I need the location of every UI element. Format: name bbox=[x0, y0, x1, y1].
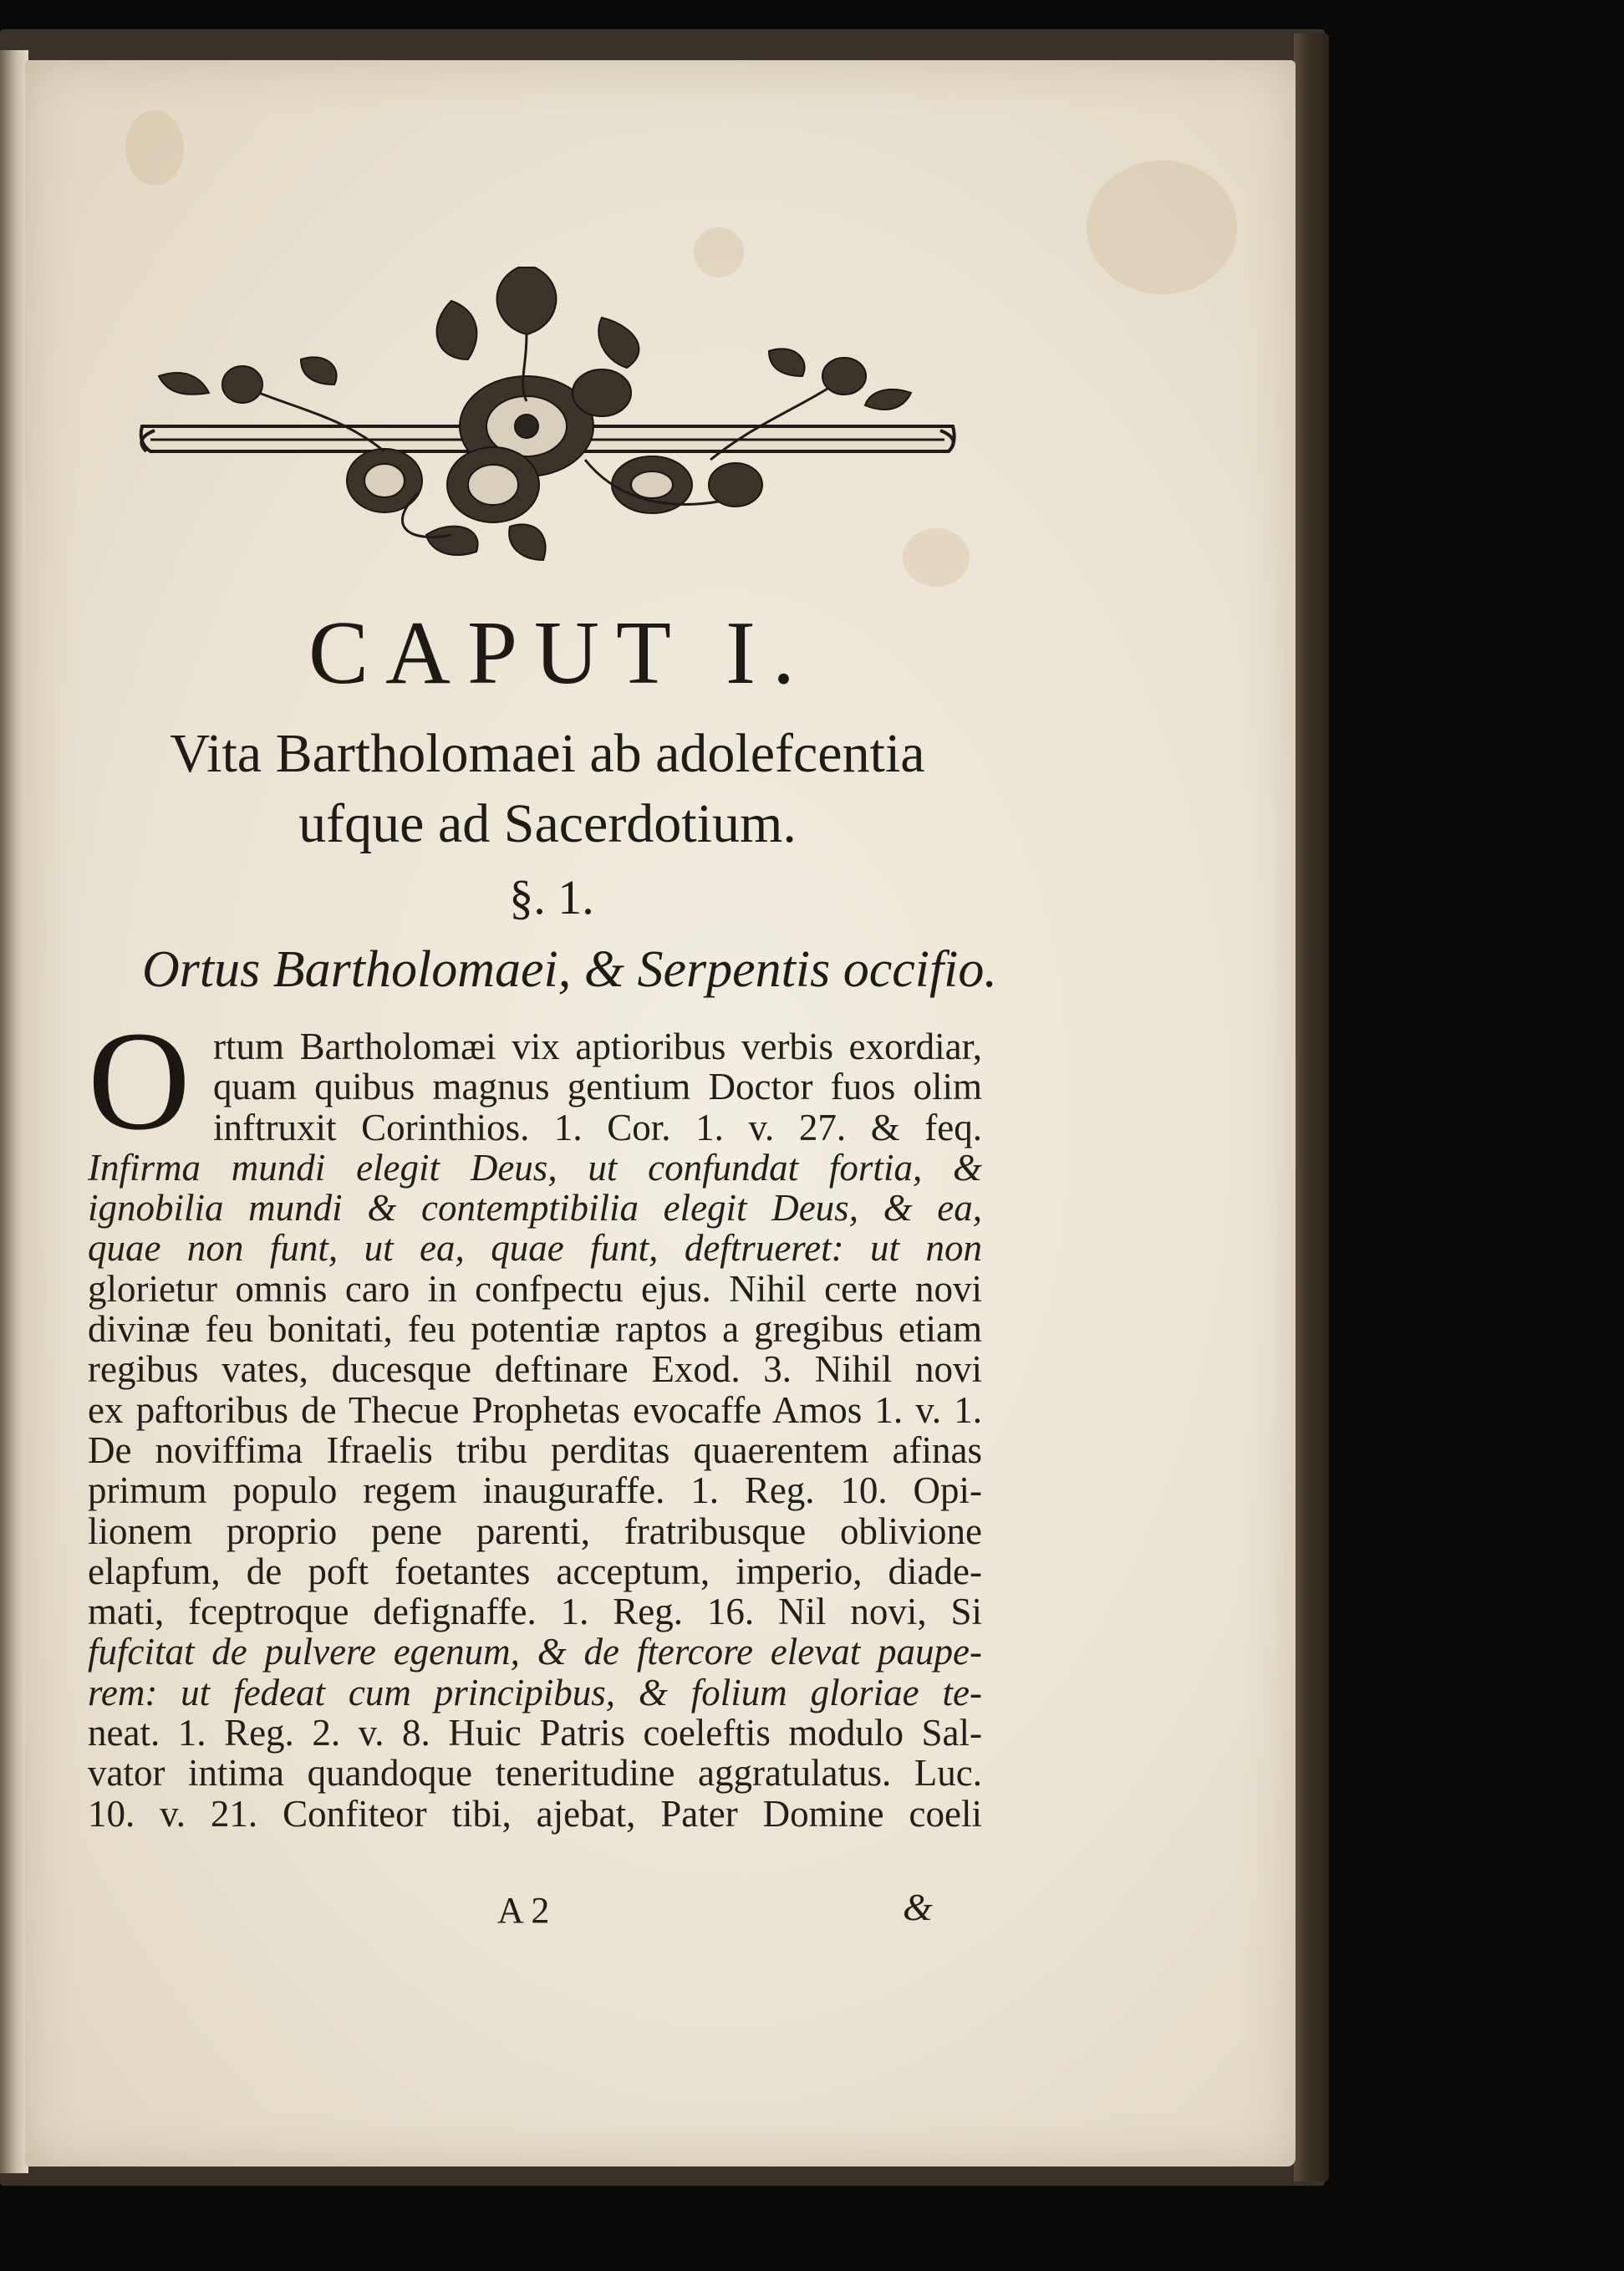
text-line: fufcitat de pulvere egenum, & de ftercore elevat paupe- bbox=[88, 1631, 982, 1673]
text-line: rtum Bartholomæi vix aptioribus verbis exordiar, bbox=[213, 1026, 982, 1067]
signature-mark: A 2 bbox=[497, 1890, 550, 1931]
body-text bbox=[88, 1026, 982, 1834]
text-line: neat. 1. Reg. 2. v. 8. Huic Patris coeleftis modulo Sal- bbox=[88, 1712, 982, 1754]
text-line: divinæ feu bonitati, feu potentiæ raptos a gregibus etiam bbox=[88, 1308, 982, 1351]
text-line: quae non funt, ut ea, quae funt, deftrueret: ut non bbox=[88, 1227, 982, 1270]
catchword: & bbox=[903, 1886, 933, 1928]
floral-headpiece-ornament bbox=[134, 251, 961, 568]
foxing-stain bbox=[125, 110, 184, 186]
text-line: Infirma mundi elegit Deus, ut confundat fortia, & bbox=[88, 1146, 982, 1189]
text-line: ex paftoribus de Thecue Prophetas evocaffe Amos 1. v. 1. bbox=[88, 1388, 982, 1431]
drop-cap: O bbox=[88, 1002, 191, 1159]
text-line: primum populo regem inauguraffe. 1. Reg. 10. Opi- bbox=[88, 1469, 982, 1512]
chapter-subtitle bbox=[117, 719, 978, 859]
section-title: Ortus Bartholomaei, & Serpentis occifio. bbox=[142, 941, 997, 998]
subtitle-line: Vita Bartholomaei ab adolefcentia bbox=[170, 723, 925, 784]
text-line: elapfum, de poft foetantes acceptum, imperio, diade- bbox=[88, 1550, 982, 1592]
text-line: regibus vates, ducesque deftinare Exod. 3. Nihil novi bbox=[88, 1348, 982, 1391]
text-line: ignobilia mundi & contemptibilia elegit Deus, & ea, bbox=[88, 1187, 982, 1230]
text-line: quam quibus magnus gentium Doctor fuos olim bbox=[213, 1066, 982, 1108]
foxing-stain bbox=[1087, 160, 1237, 294]
text-line: glorietur omnis caro in confpectu ejus. Nihil certe novi bbox=[88, 1267, 982, 1310]
text-line: lionem proprio pene parenti, fratribusque oblivione bbox=[88, 1510, 982, 1552]
chapter-heading: CAPUT I. bbox=[308, 603, 812, 703]
text-line: De noviffima Ifraelis tribu perditas quaerentem afinas bbox=[88, 1428, 982, 1471]
text-line: rem: ut fedeat cum principibus, & folium gloriae te- bbox=[88, 1671, 982, 1713]
subtitle-line: ufque ad Sacerdotium. bbox=[298, 793, 797, 854]
text-line: 10. v. 21. Confiteor tibi, ajebat, Pater Domine coeli bbox=[88, 1792, 982, 1835]
text-line: inftruxit Corinthios. 1. Cor. 1. v. 27. & feq. bbox=[213, 1106, 982, 1148]
section-number: §. 1. bbox=[509, 870, 594, 924]
text-line: vator intima quandoque teneritudine aggratulatus. Luc. bbox=[88, 1752, 982, 1795]
left-page-edge bbox=[0, 50, 28, 2173]
book-cover-edge bbox=[1294, 33, 1329, 2182]
text-line: mati, fceptroque defignaffe. 1. Reg. 16. Nil novi, Si bbox=[88, 1591, 982, 1633]
